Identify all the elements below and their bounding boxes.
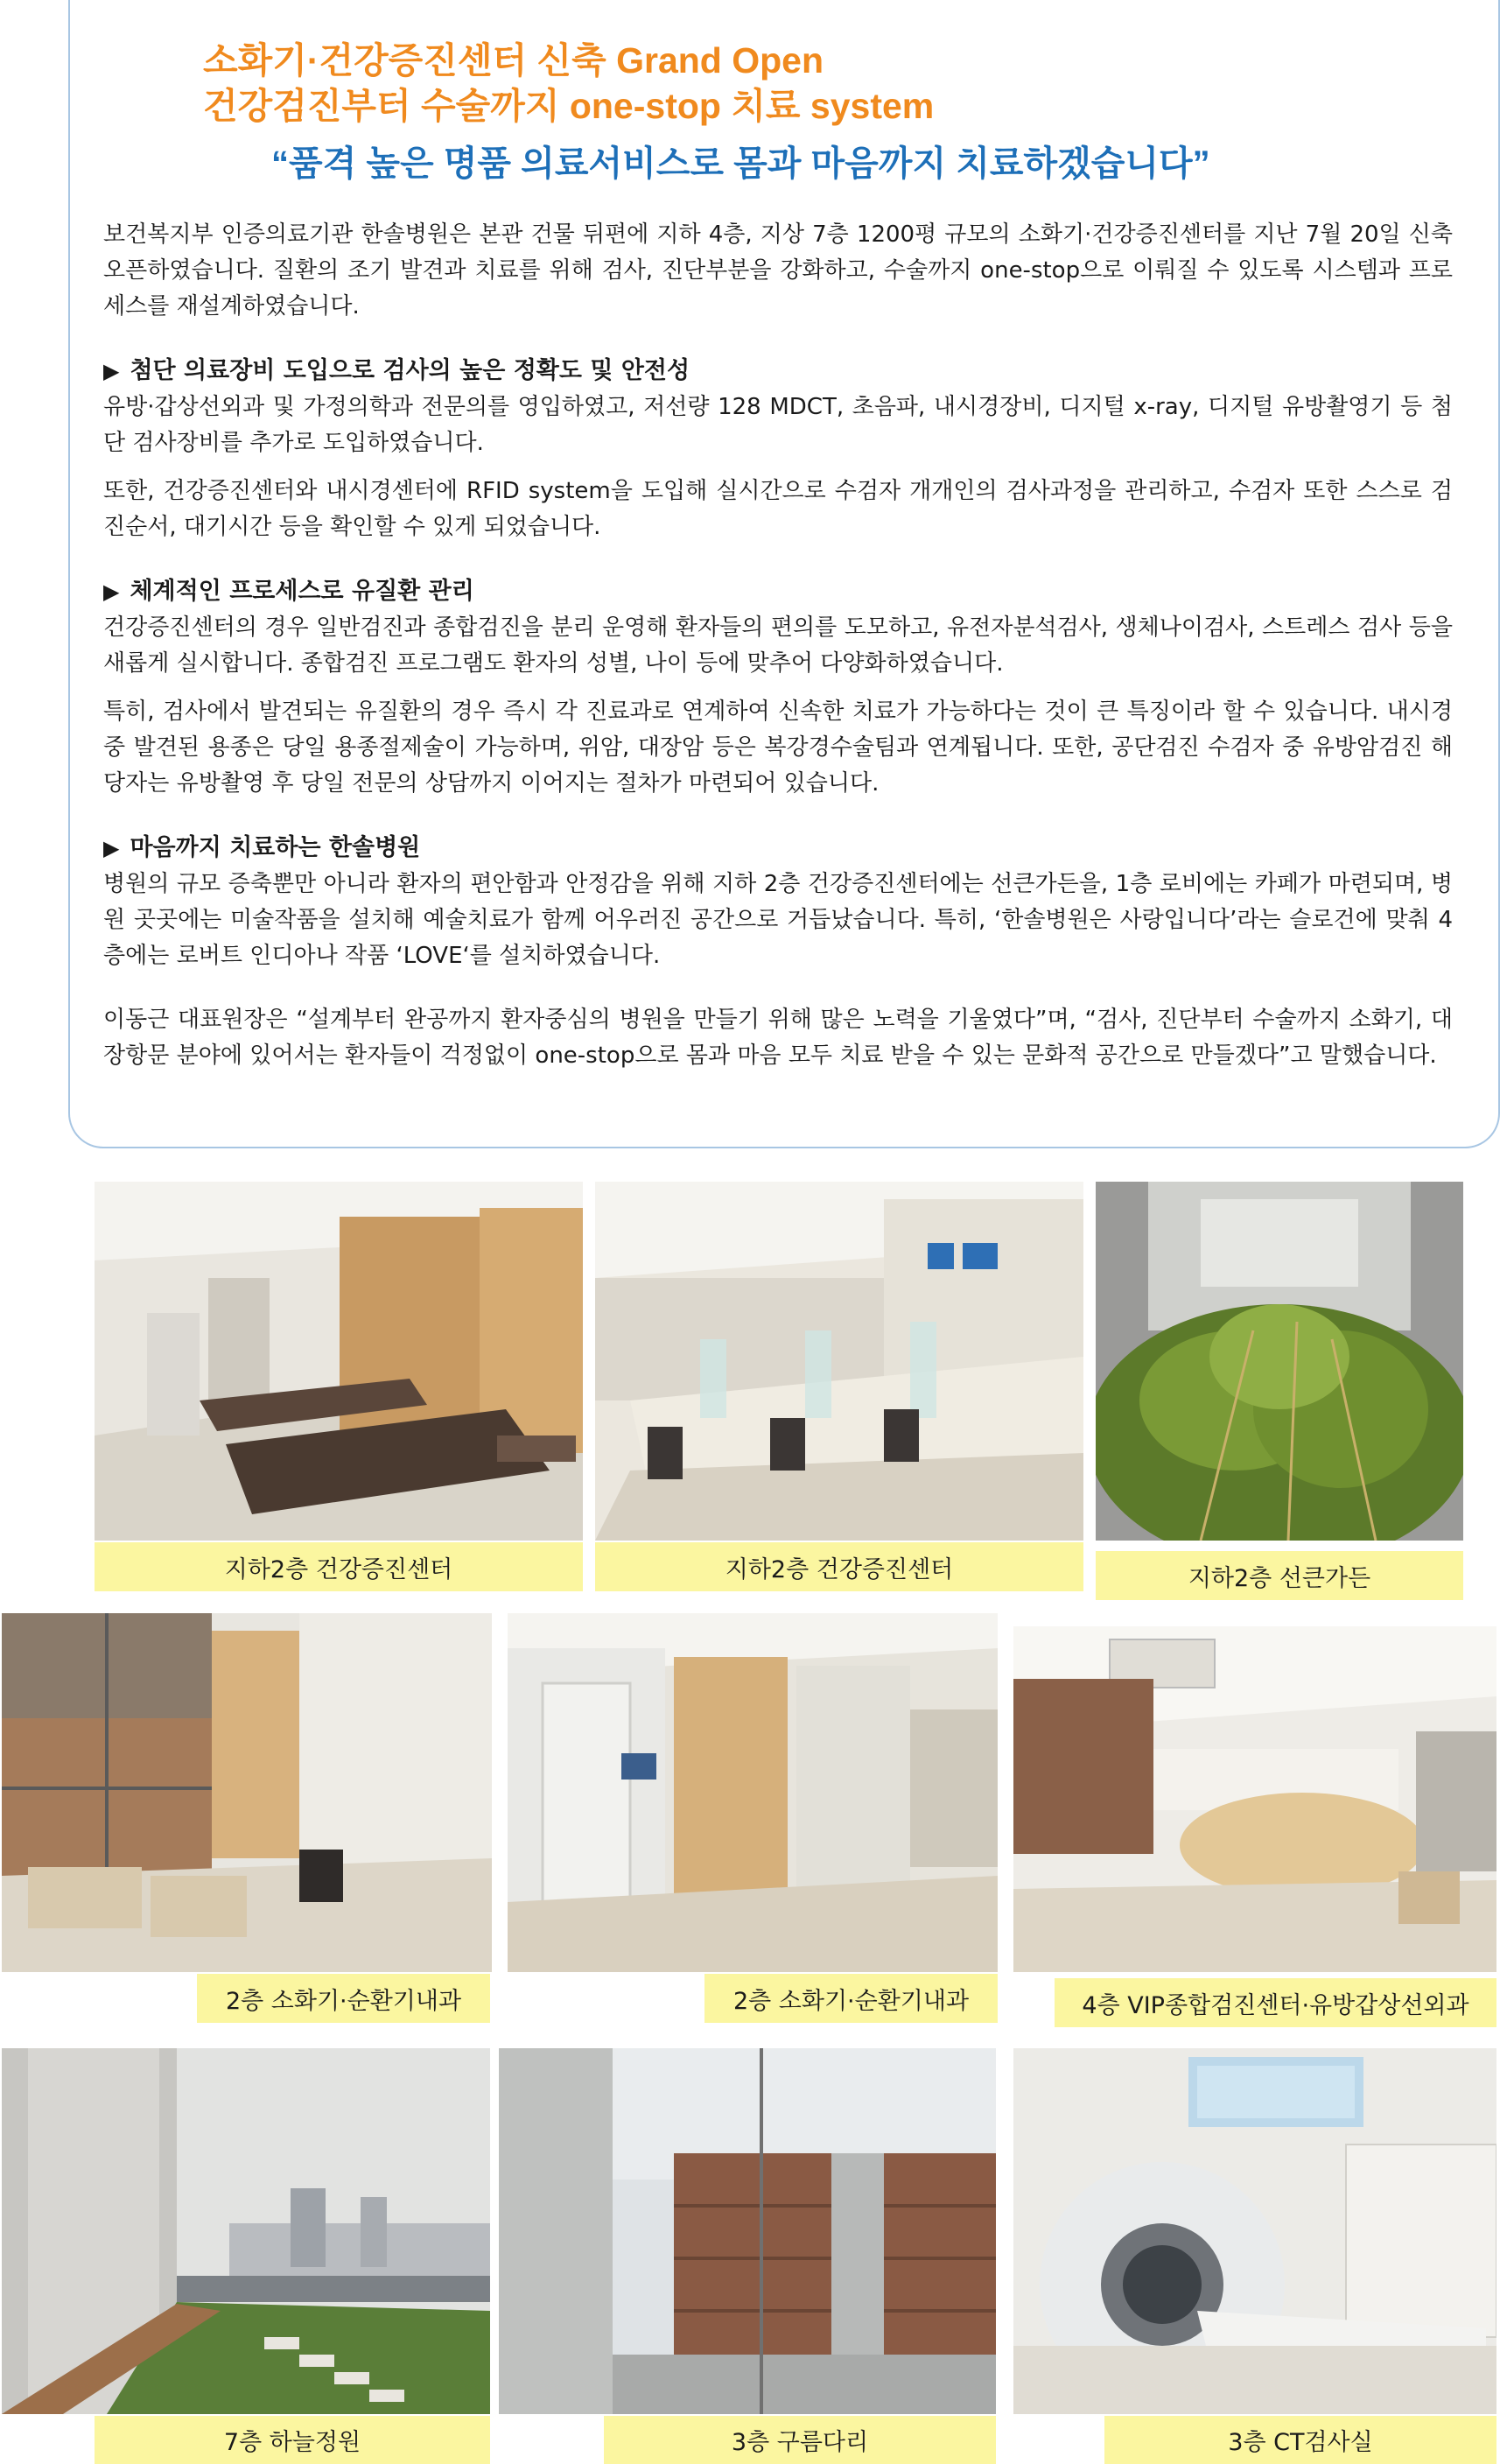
- paragraph: 건강증진센터의 경우 일반검진과 종합검진을 분리 운영해 환자들의 편의를 도모하고, 유전자분석검사, 생체나이검사, 스트레스 검사 등을 새롭게 실시합니다. 종합검진 프로그램도 환자의 성별, 나이 등에 맞추어 다양화하였습니다.: [103, 614, 1453, 677]
- photo-2f-gastro-cardio-lounge: [2, 1613, 492, 1972]
- photo-4f-vip-checkup-center: [1013, 1626, 1496, 1972]
- caption: 3층 CT검사실: [1104, 2416, 1496, 2464]
- headline-line-2: 건강검진부터 수술까지 one-stop 치료 system: [203, 86, 935, 126]
- photo-b2-sunken-garden: [1096, 1182, 1463, 1541]
- paragraph: 병원의 규모 증축뿐만 아니라 환자의 편안함과 안정감을 위해 지하 2층 건강증진센터에는 선큰가든을, 1층 로비에는 카페가 마련되며, 병원 곳곳에는 미술작품을 설치해 예술치료가 함께 어우러진 공간으로 거듭났습니다. 특히, ‘한솔병원은 사랑입니다’라는 슬로건에 맞춰 4층에는 로버트 인디아나 작품 ‘LOVE‘를 설치하였습니다.: [103, 871, 1453, 969]
- triangle-bullet-icon: ▶: [103, 359, 120, 383]
- section-heading-equipment: ▶ 첨단 의료장비 도입으로 검사의 높은 정확도 및 안전성: [103, 357, 690, 384]
- section-heading-heart: ▶ 마음까지 치료하는 한솔병원: [103, 834, 421, 861]
- photo-2f-gastro-cardio-corridor: [508, 1613, 998, 1972]
- paragraph: 또한, 건강증진센터와 내시경센터에 RFID system을 도입해 실시간으로 수검자 개개인의 검사과정을 관리하고, 수검자 또한 스스로 검진순서, 대기시간 등을 확인할 수 있게 되었습니다.: [103, 478, 1453, 540]
- paragraph: 유방·갑상선외과 및 가정의학과 전문의를 영입하였고, 저선량 128 MDCT, 초음파, 내시경장비, 디지털 x-ray, 디지털 유방촬영기 등 첨단 검사장비를 추가로 도입하였습니다.: [103, 394, 1453, 456]
- photo-7f-sky-garden: [2, 2048, 490, 2414]
- intro-paragraph: 보건복지부 인증의료기관 한솔병원은 본관 건물 뒤편에 지하 4층, 지상 7층 1200평 규모의 소화기·건강증진센터를 지난 7월 20일 신축 오픈하였습니다. 질환의 조기 발견과 치료를 위해 검사, 진단부분을 강화하고, 수술까지 one-stop으로 이뤄질 수 있도록 시스템과 프로세스를 재설계하였습니다.: [103, 221, 1453, 319]
- closing-paragraph: 이동근 대표원장은 “설계부터 완공까지 환자중심의 병원을 만들기 위해 많은 노력을 기울였다”며, “검사, 진단부터 수술까지 소화기, 대장항문 분야에 있어서는 환자들이 걱정없이 one-stop으로 몸과 마음 모두 치료 받을 수 있는 문화적 공간으로 만들겠다”고 말했습니다.: [103, 1007, 1453, 1069]
- section-heading-process: ▶ 체계적인 프로세스로 유질환 관리: [103, 578, 474, 605]
- caption: 지하2층 건강증진센터: [595, 1542, 1083, 1591]
- caption: 지하2층 선큰가든: [1096, 1551, 1463, 1600]
- caption: 4층 VIP종합검진센터·유방갑상선외과: [1055, 1978, 1496, 2027]
- caption: 2층 소화기·순환기내과: [704, 1974, 998, 2023]
- caption: 2층 소화기·순환기내과: [197, 1974, 490, 2023]
- caption: 지하2층 건강증진센터: [95, 1542, 583, 1591]
- photo-3f-ct-room: [1013, 2048, 1496, 2414]
- article-body: [103, 217, 1453, 1074]
- headline-line-1: 소화기·건강증진센터 신축 Grand Open: [203, 40, 824, 81]
- photo-3f-cloud-bridge: [499, 2048, 996, 2414]
- paragraph: 특히, 검사에서 발견되는 유질환의 경우 즉시 각 진료과로 연계하여 신속한 치료가 가능하다는 것이 큰 특징이라 할 수 있습니다. 내시경 중 발견된 용종은 당일 용종절제술이 가능하며, 위암, 대장암 등은 복강경수술팀과 연계됩니다. 또한, 공단검진 수검자 중 유방암검진 해당자는 유방촬영 후 당일 전문의 상담까지 이어지는 절차가 마련되어 있습니다.: [103, 698, 1453, 797]
- photo-b2-health-center-corridor: [95, 1182, 583, 1541]
- triangle-bullet-icon: ▶: [103, 579, 120, 604]
- caption: 3층 구름다리: [604, 2416, 996, 2464]
- subtitle-quote: “품격 높은 명품 의료서비스로 몸과 마음까지 치료하겠습니다”: [271, 144, 1210, 183]
- photo-b2-health-center-reception: [595, 1182, 1083, 1541]
- triangle-bullet-icon: ▶: [103, 836, 120, 860]
- caption: 7층 하늘정원: [95, 2416, 490, 2464]
